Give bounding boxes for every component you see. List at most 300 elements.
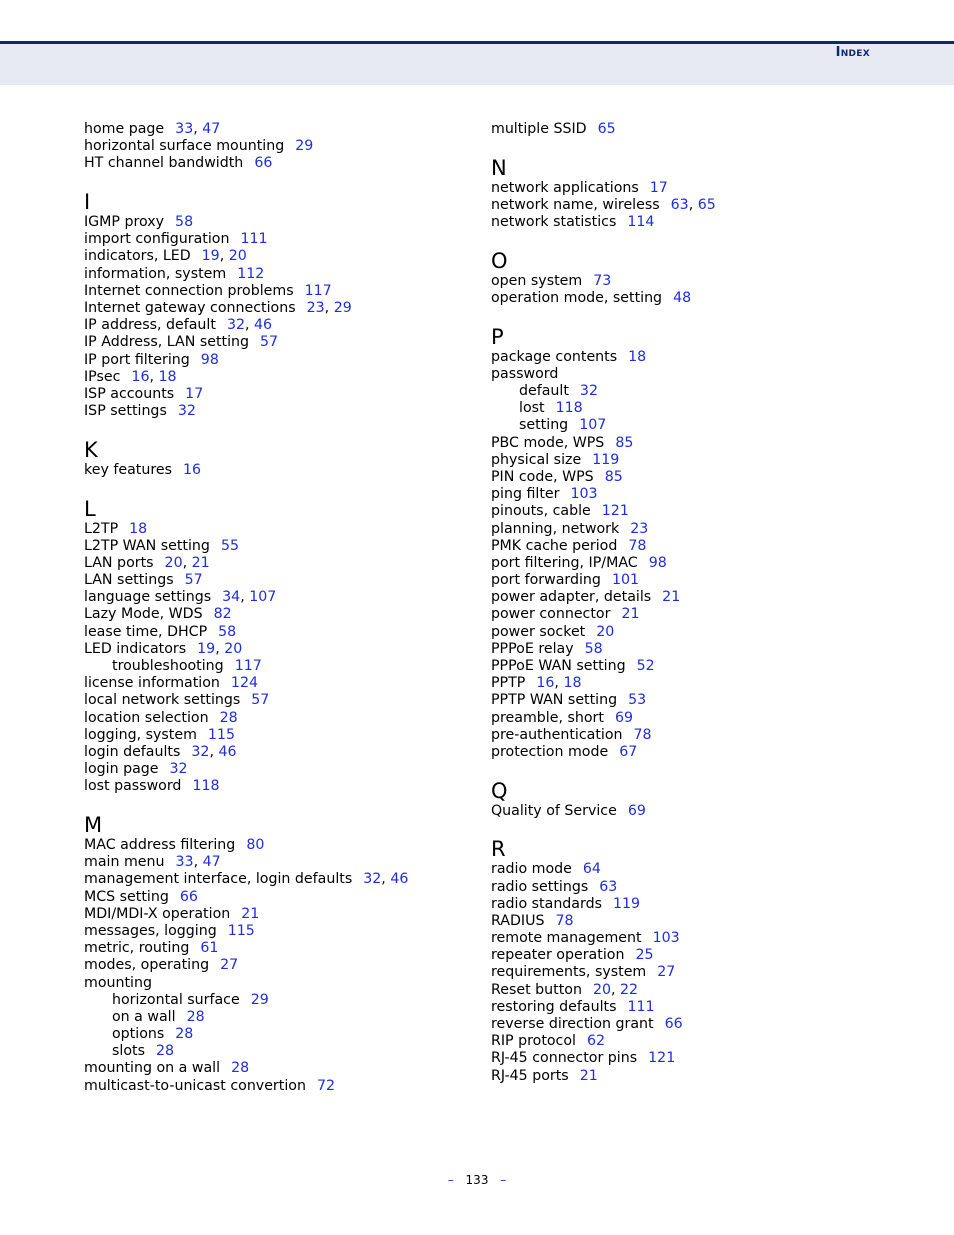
page-link[interactable]: 101 xyxy=(611,572,640,589)
index-entry xyxy=(84,744,484,761)
index-term: pre-authentication xyxy=(491,726,623,743)
page-link[interactable]: 32 xyxy=(363,871,382,888)
index-term: main menu xyxy=(84,854,165,871)
page-header-title: Index xyxy=(835,45,870,60)
page-refs xyxy=(602,503,629,519)
page-link[interactable]: 65 xyxy=(697,196,716,213)
index-term: IGMP proxy xyxy=(84,214,165,231)
page-link[interactable]: 58 xyxy=(175,214,194,231)
page-link[interactable]: 32 xyxy=(169,761,188,778)
page-link[interactable]: 20 xyxy=(596,623,615,640)
page-link[interactable]: 32 xyxy=(191,743,210,760)
page-refs xyxy=(231,1060,249,1076)
page-refs xyxy=(556,913,574,929)
page-link[interactable]: 66 xyxy=(179,888,198,905)
page-link[interactable]: 98 xyxy=(200,351,219,368)
index-term: port forwarding xyxy=(491,572,601,589)
page-link[interactable]: 29 xyxy=(333,300,352,316)
page-link[interactable]: 53 xyxy=(628,692,647,709)
page-link[interactable]: 29 xyxy=(295,138,314,155)
page-refs xyxy=(317,1078,335,1094)
page-refs xyxy=(585,641,603,657)
page-refs xyxy=(671,197,716,213)
page-ref-separator: , xyxy=(611,981,621,998)
index-letter-heading: M xyxy=(84,813,103,837)
index-entry xyxy=(491,727,891,744)
page-link[interactable]: 29 xyxy=(250,991,269,1008)
index-entry xyxy=(84,778,484,795)
index-term: options xyxy=(112,1026,165,1043)
index-entry xyxy=(491,486,891,503)
page-link[interactable]: 124 xyxy=(230,675,259,692)
index-entry xyxy=(84,231,484,248)
page-link[interactable]: 32 xyxy=(177,403,196,420)
index-term: open system xyxy=(491,272,583,289)
index-entry xyxy=(84,369,484,386)
page-refs xyxy=(583,861,601,877)
index-entry xyxy=(84,692,484,709)
index-term: location selection xyxy=(84,709,209,726)
index-entry xyxy=(491,366,891,383)
page-link[interactable]: 27 xyxy=(220,957,239,974)
page-link[interactable]: 107 xyxy=(579,417,607,434)
index-entry xyxy=(491,913,891,930)
page-link[interactable]: 111 xyxy=(627,998,655,1015)
index-term: MDI/MDI-X operation xyxy=(84,905,231,922)
page-link[interactable]: 78 xyxy=(628,537,647,554)
index-letter-heading: R xyxy=(491,837,506,862)
page-link[interactable]: 66 xyxy=(664,1016,683,1032)
page-link[interactable]: 28 xyxy=(186,1008,205,1025)
page-link[interactable]: 67 xyxy=(619,743,638,760)
index-entry xyxy=(84,889,484,906)
page-link[interactable]: 23 xyxy=(306,300,325,316)
index-term: multicast-to-unicast convertion xyxy=(84,1077,306,1094)
page-refs xyxy=(580,383,598,399)
index-term: messages, logging xyxy=(84,922,217,939)
index-entry xyxy=(491,521,891,538)
index-entry xyxy=(84,837,484,854)
index-entry xyxy=(491,675,891,692)
page-refs xyxy=(191,744,236,760)
index-entry xyxy=(84,854,484,871)
page-refs xyxy=(202,248,247,264)
page-refs xyxy=(628,538,646,554)
page-link[interactable]: 117 xyxy=(234,658,262,674)
page-link[interactable]: 112 xyxy=(237,265,265,282)
index-term: radio standards xyxy=(491,895,602,912)
page-refs xyxy=(556,400,583,416)
index-term: operation mode, setting xyxy=(491,289,663,306)
index-term: Reset button xyxy=(491,981,582,998)
index-term: ISP settings xyxy=(84,403,167,420)
page-link[interactable]: 46 xyxy=(218,743,237,760)
index-subentry xyxy=(491,417,891,434)
page-link[interactable]: 18 xyxy=(628,348,647,365)
index-entry xyxy=(491,803,891,820)
page-link[interactable]: 16 xyxy=(182,461,202,478)
page-link[interactable]: 55 xyxy=(220,537,239,554)
page-refs xyxy=(197,641,242,657)
page-refs xyxy=(598,121,616,137)
page-link[interactable]: 82 xyxy=(213,606,232,623)
page-link[interactable]: 103 xyxy=(652,930,680,947)
page-refs xyxy=(650,180,668,196)
index-term: mounting xyxy=(84,974,152,991)
page-link[interactable]: 69 xyxy=(614,709,633,726)
page-link[interactable]: 16 xyxy=(131,368,150,385)
page-link[interactable]: 119 xyxy=(613,895,641,912)
page-link[interactable]: 18 xyxy=(563,675,582,692)
page-link[interactable]: 28 xyxy=(219,709,238,726)
index-term: management interface, login defaults xyxy=(84,871,353,888)
page-refs xyxy=(241,906,259,922)
page-link[interactable]: 66 xyxy=(254,155,273,172)
page-ref-separator: , xyxy=(209,743,219,760)
index-term: metric, routing xyxy=(84,940,190,957)
page-link[interactable]: 47 xyxy=(202,854,221,871)
index-term: information, system xyxy=(84,265,227,282)
page-link[interactable]: 52 xyxy=(636,658,655,674)
page-link[interactable]: 78 xyxy=(555,912,574,929)
page-refs xyxy=(251,992,269,1008)
page-link[interactable]: 57 xyxy=(260,334,279,351)
index-letter-heading: K xyxy=(84,437,98,462)
page-link[interactable]: 19 xyxy=(201,248,220,265)
index-entry xyxy=(84,248,484,265)
page-refs xyxy=(621,606,639,622)
page-link[interactable]: 23 xyxy=(630,520,649,537)
page-refs xyxy=(605,469,623,485)
page-refs xyxy=(176,854,221,870)
page-link[interactable]: 114 xyxy=(627,214,655,231)
index-term: PPTP WAN setting xyxy=(491,692,618,709)
index-entry xyxy=(491,197,891,214)
page-link[interactable]: 72 xyxy=(316,1077,336,1094)
index-column-left xyxy=(84,121,484,1095)
index-term: MAC address filtering xyxy=(84,837,236,853)
index-term: LAN ports xyxy=(84,554,154,571)
page-refs xyxy=(235,658,262,674)
page-number: 133 xyxy=(465,1173,489,1187)
index-letter-heading: P xyxy=(491,324,504,349)
index-term: PPPoE relay xyxy=(491,640,574,657)
index-entry xyxy=(491,999,891,1016)
page-link[interactable]: 58 xyxy=(584,640,603,657)
index-term: IP Address, LAN setting xyxy=(84,334,250,351)
index-term: RADIUS xyxy=(491,912,545,929)
page-link[interactable]: 57 xyxy=(251,692,270,709)
page-refs xyxy=(231,675,258,691)
page-link[interactable]: 62 xyxy=(586,1033,606,1050)
page-link[interactable]: 32 xyxy=(579,383,598,399)
page-link[interactable]: 48 xyxy=(673,289,692,306)
page-link[interactable]: 22 xyxy=(620,981,639,998)
page-refs xyxy=(615,710,633,726)
index-entry xyxy=(84,1060,484,1077)
page-refs xyxy=(254,155,272,171)
index-entry xyxy=(491,555,891,572)
page-link[interactable]: 64 xyxy=(582,861,601,878)
page-refs xyxy=(628,692,646,708)
page-link[interactable]: 33 xyxy=(175,121,194,137)
page-link[interactable]: 16 xyxy=(536,675,555,692)
page-link[interactable]: 115 xyxy=(227,922,255,939)
page-refs xyxy=(649,555,667,571)
index-entry xyxy=(491,606,891,623)
page-link[interactable]: 28 xyxy=(175,1026,194,1043)
index-column-right xyxy=(491,121,891,1085)
index-entry xyxy=(84,521,484,538)
index-term: repeater operation xyxy=(491,947,625,964)
index-term: login defaults xyxy=(84,743,181,760)
page-refs xyxy=(580,1068,598,1084)
page-refs xyxy=(662,589,680,605)
index-letter-heading: I xyxy=(84,190,91,215)
page-refs xyxy=(178,403,196,419)
page-link[interactable]: 20 xyxy=(228,248,247,265)
index-term: network statistics xyxy=(491,214,617,231)
index-subentry xyxy=(84,1009,484,1026)
page-footer xyxy=(0,1173,954,1187)
index-term: on a wall xyxy=(112,1008,176,1025)
index-term: ISP accounts xyxy=(84,385,175,402)
index-entry xyxy=(84,624,484,641)
index-entry xyxy=(84,334,484,351)
page-refs xyxy=(363,871,408,887)
page-link[interactable]: 107 xyxy=(249,589,277,606)
page-link[interactable]: 20 xyxy=(592,981,611,998)
page-refs xyxy=(185,572,203,588)
index-entry xyxy=(84,871,484,888)
page-link[interactable]: 28 xyxy=(231,1060,250,1077)
page-link[interactable]: 21 xyxy=(662,589,681,606)
page-link[interactable]: 103 xyxy=(570,486,598,503)
page-refs xyxy=(673,290,691,306)
index-term: lost password xyxy=(84,778,182,795)
index-entry xyxy=(491,290,891,307)
index-entry xyxy=(491,947,891,964)
index-entry xyxy=(84,386,484,403)
page-link[interactable]: 98 xyxy=(648,554,667,571)
page-refs xyxy=(615,435,633,451)
index-term: mounting on a wall xyxy=(84,1060,221,1077)
page-link[interactable]: 19 xyxy=(197,640,216,657)
page-refs xyxy=(156,1043,174,1059)
page-link[interactable]: 69 xyxy=(627,802,646,819)
page-link[interactable]: 46 xyxy=(254,317,273,334)
index-term: restoring defaults xyxy=(491,998,617,1015)
index-entry xyxy=(84,403,484,420)
index-entry xyxy=(84,606,484,623)
index-term: local network settings xyxy=(84,692,241,709)
index-entry xyxy=(491,1016,891,1033)
page-link[interactable]: 118 xyxy=(192,778,220,795)
page-link[interactable]: 115 xyxy=(207,726,235,743)
page-refs xyxy=(619,744,637,760)
index-entry xyxy=(84,538,484,555)
index-term: PIN code, WPS xyxy=(491,468,594,485)
index-term: login page xyxy=(84,761,159,778)
page-link[interactable]: 118 xyxy=(555,400,583,417)
page-link[interactable]: 18 xyxy=(129,520,148,537)
index-term: import configuration xyxy=(84,231,230,248)
page-refs xyxy=(220,957,238,973)
page-link[interactable]: 21 xyxy=(191,554,210,571)
page-refs xyxy=(653,930,680,946)
page-refs xyxy=(627,214,654,230)
page-link[interactable]: 61 xyxy=(200,940,219,957)
page-refs xyxy=(165,555,210,571)
page-link[interactable]: 21 xyxy=(621,606,640,623)
page-link[interactable]: 17 xyxy=(185,385,204,402)
page-ref-separator: , xyxy=(688,196,698,213)
page-refs xyxy=(536,675,581,691)
page-link[interactable]: 65 xyxy=(597,121,616,137)
page-refs xyxy=(628,803,646,819)
page-link[interactable]: 18 xyxy=(158,368,177,385)
page-refs xyxy=(180,889,198,905)
index-letter-heading: N xyxy=(491,155,507,180)
page-refs xyxy=(635,947,653,963)
index-term: home page xyxy=(84,121,165,137)
index-term: protection mode xyxy=(491,743,609,760)
page-link[interactable]: 46 xyxy=(390,871,409,888)
index-entry xyxy=(491,964,891,981)
index-entry xyxy=(491,452,891,469)
index-term: L2TP xyxy=(84,520,119,537)
index-entry xyxy=(491,896,891,913)
index-entry xyxy=(491,214,891,231)
page-link[interactable]: 17 xyxy=(649,179,668,196)
page-ref-separator: , xyxy=(554,675,564,692)
index-term: RJ-45 ports xyxy=(491,1067,569,1084)
page-link[interactable]: 80 xyxy=(246,837,265,853)
index-term: PPPoE WAN setting xyxy=(491,658,626,674)
page-link[interactable]: 121 xyxy=(648,1050,676,1067)
page-refs xyxy=(170,761,188,777)
page-link[interactable]: 21 xyxy=(579,1067,598,1084)
page-link[interactable]: 85 xyxy=(615,434,634,451)
index-term: preamble, short xyxy=(491,709,604,726)
footer-dash-right: – xyxy=(500,1173,507,1187)
page-refs xyxy=(129,521,147,537)
page-link[interactable]: 33 xyxy=(175,854,194,871)
page-refs xyxy=(637,658,655,674)
index-entry xyxy=(84,555,484,572)
page-link[interactable]: 57 xyxy=(184,572,203,589)
index-term: PPTP xyxy=(491,675,526,692)
index-entry xyxy=(84,1078,484,1095)
index-entry xyxy=(491,121,891,138)
index-term: MCS setting xyxy=(84,888,169,905)
index-entry xyxy=(84,121,484,138)
index-term: radio mode xyxy=(491,861,572,878)
page-ref-separator: , xyxy=(324,300,334,316)
page-refs xyxy=(628,349,646,365)
index-term: default xyxy=(519,383,569,399)
index-term: radio settings xyxy=(491,878,589,895)
page-refs xyxy=(630,521,648,537)
index-term: pinouts, cable xyxy=(491,503,591,520)
index-entry xyxy=(491,538,891,555)
page-refs xyxy=(214,606,232,622)
index-entry xyxy=(84,352,484,369)
index-entry xyxy=(491,930,891,947)
page-refs xyxy=(220,710,238,726)
page-link[interactable]: 117 xyxy=(304,282,332,299)
page-refs xyxy=(570,486,597,502)
index-entry xyxy=(491,589,891,606)
page-link[interactable]: 58 xyxy=(218,623,237,640)
page-link[interactable]: 119 xyxy=(592,451,620,468)
index-entry xyxy=(491,710,891,727)
page-refs xyxy=(227,317,272,333)
index-entry xyxy=(84,266,484,283)
page-link[interactable]: 121 xyxy=(601,503,629,520)
index-term: ping filter xyxy=(491,486,560,503)
index-entry xyxy=(84,940,484,957)
index-term: password xyxy=(491,365,559,382)
page-link[interactable]: 27 xyxy=(657,964,676,981)
page-link[interactable]: 32 xyxy=(226,317,245,334)
index-term: indicators, LED xyxy=(84,248,191,265)
page-link[interactable]: 28 xyxy=(155,1043,175,1060)
index-entry xyxy=(491,469,891,486)
page-refs xyxy=(592,452,619,468)
index-term: logging, system xyxy=(84,726,197,743)
index-entry xyxy=(84,283,484,300)
page-link[interactable]: 63 xyxy=(599,878,618,895)
index-entry xyxy=(84,462,484,479)
page-link[interactable]: 20 xyxy=(224,640,243,657)
page-refs xyxy=(175,121,220,137)
page-refs xyxy=(131,369,176,385)
index-entry xyxy=(491,879,891,896)
index-letter-heading: Q xyxy=(491,778,508,803)
page-refs xyxy=(187,1009,205,1025)
index-term: RIP protocol xyxy=(491,1033,576,1050)
index-letter-heading: L xyxy=(84,496,96,521)
page-refs xyxy=(596,624,614,640)
index-term: LED indicators xyxy=(84,640,187,657)
footer-dash-left: – xyxy=(447,1173,454,1187)
index-entry xyxy=(84,906,484,923)
page-link[interactable]: 73 xyxy=(593,272,612,289)
page-link[interactable]: 21 xyxy=(241,905,260,922)
page-refs xyxy=(657,964,675,980)
page-link[interactable]: 34 xyxy=(222,589,241,606)
page-link[interactable]: 47 xyxy=(202,121,221,137)
page-link[interactable]: 63 xyxy=(670,196,689,213)
index-term: horizontal surface xyxy=(112,991,240,1008)
index-entry xyxy=(84,155,484,172)
index-term: package contents xyxy=(491,348,618,365)
index-entry xyxy=(84,675,484,692)
page-refs xyxy=(200,940,218,956)
page-ref-separator: , xyxy=(193,854,203,871)
page-ref-separator: , xyxy=(149,368,159,385)
page-refs xyxy=(221,538,239,554)
page-link[interactable]: 111 xyxy=(240,231,268,248)
page-link[interactable]: 85 xyxy=(604,468,623,485)
index-entry xyxy=(84,761,484,778)
index-entry xyxy=(491,1068,891,1085)
page-link[interactable]: 78 xyxy=(633,726,652,743)
page-link[interactable]: 20 xyxy=(164,554,183,571)
page-refs xyxy=(579,417,606,433)
page-link[interactable]: 25 xyxy=(635,947,654,964)
